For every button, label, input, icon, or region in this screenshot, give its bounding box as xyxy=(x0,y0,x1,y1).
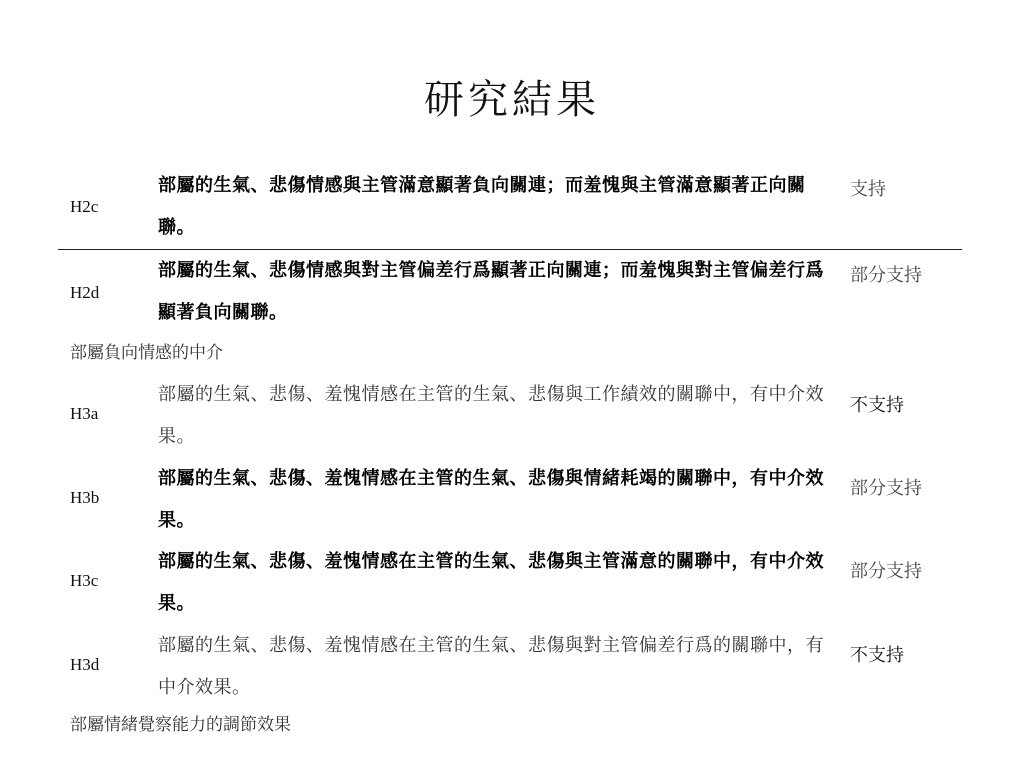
hypothesis-id: H2c xyxy=(70,197,99,216)
hypothesis-result: 部分支持 xyxy=(850,561,922,582)
hypothesis-text: 部屬的生氣、悲傷、羞愧情感在主管的生氣、悲傷與工作績效的關聯中，有中介效果。 xyxy=(158,384,824,447)
hypothesis-text: 部屬的生氣、悲傷、羞愧情感在主管的生氣、悲傷與對主管偏差行爲的關聯中，有中介效果。 xyxy=(158,635,824,698)
hypothesis-result: 部分支持 xyxy=(850,265,922,286)
hypothesis-id: H3c xyxy=(70,571,99,590)
hypothesis-id: H3a xyxy=(70,404,99,423)
hypothesis-text: 部屬的生氣、悲傷情感與主管滿意顯著負向關連；而羞愧與主管滿意顯著正向關聯。 xyxy=(158,175,806,238)
hypothesis-text: 部屬的生氣、悲傷情感與對主管偏差行爲顯著正向關連；而羞愧與對主管偏差行爲顯著負向關聯。 xyxy=(158,260,824,323)
hypothesis-result: 支持 xyxy=(850,179,886,200)
hypothesis-id: H3d xyxy=(70,655,100,674)
hypothesis-result: 不支持 xyxy=(850,645,904,666)
hypothesis-text: 部屬的生氣、悲傷、羞愧情感在主管的生氣、悲傷與主管滿意的關聯中，有中介效果。 xyxy=(158,551,824,614)
hypothesis-id: H3b xyxy=(70,488,100,507)
hypothesis-text: 部屬的生氣、悲傷、羞愧情感在主管的生氣、悲傷與情緒耗竭的關聯中，有中介效果。 xyxy=(158,468,824,531)
slide-title: 研究結果 xyxy=(424,77,600,123)
hypothesis-result: 不支持 xyxy=(850,395,904,416)
section-heading-moderation: 部屬情緒覺察能力的調節效果 xyxy=(70,715,291,735)
hypothesis-result: 部分支持 xyxy=(850,478,922,499)
section-heading-mediation: 部屬負向情感的中介 xyxy=(70,343,223,363)
hypothesis-id: H2d xyxy=(70,283,100,302)
